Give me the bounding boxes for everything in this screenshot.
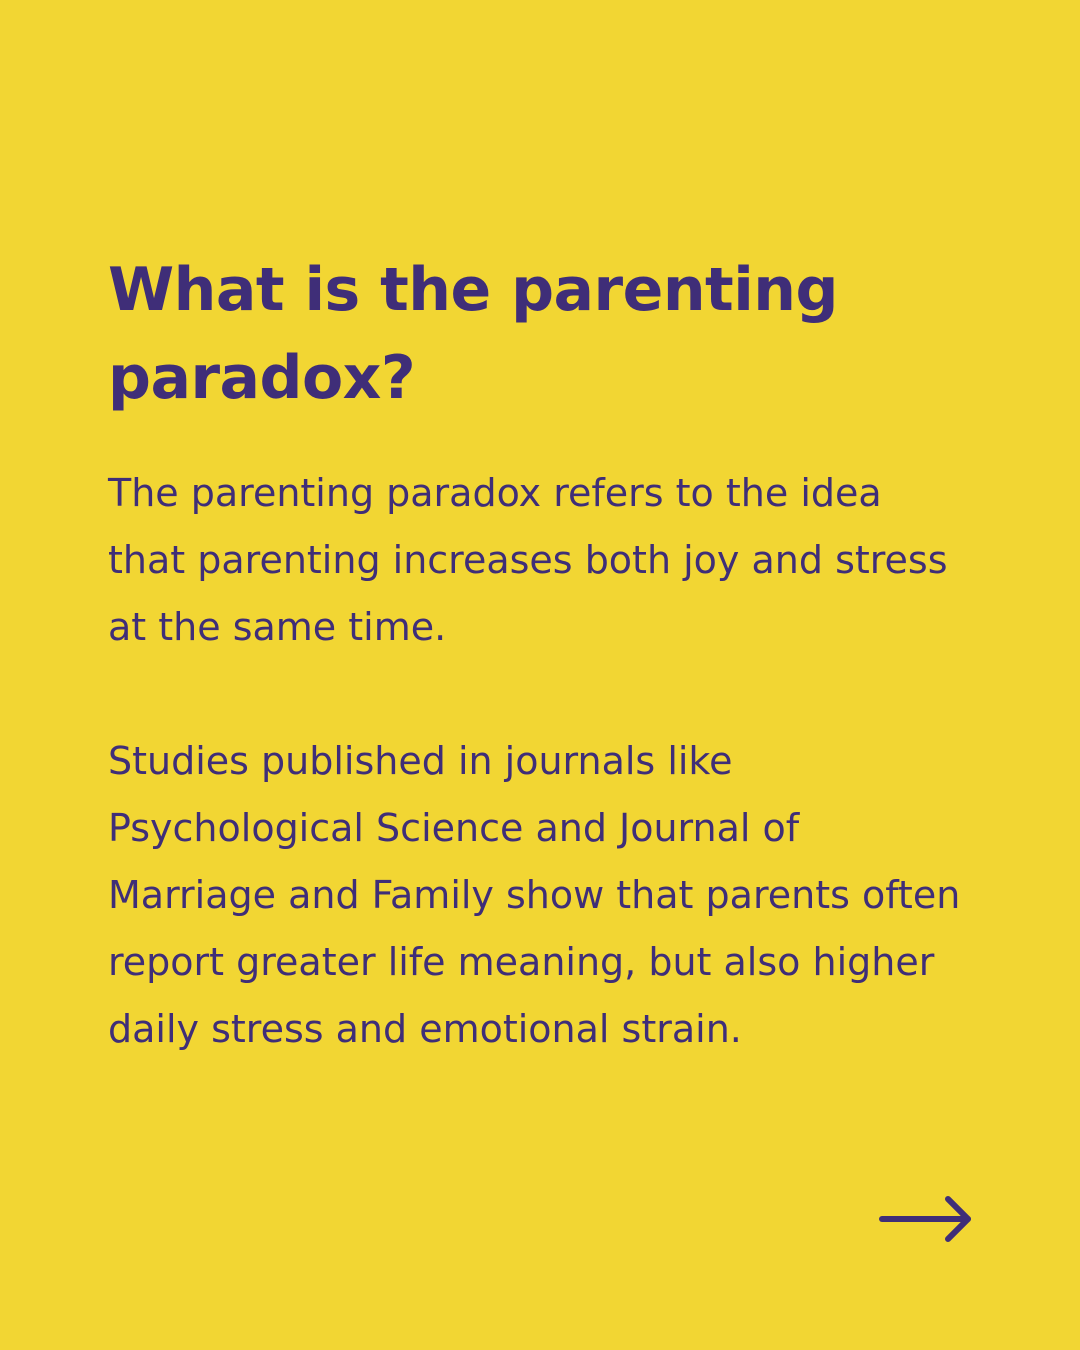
arrow-right-icon <box>878 1192 974 1246</box>
body-paragraph-2: Studies published in journals like Psychological Science and Journal of Marriage and Family show that parents often report greater life meaning, but also higher daily stress and emotional strain. <box>108 739 961 1051</box>
next-slide-button[interactable] <box>878 1192 974 1246</box>
slide-title: What is the parenting paradox? <box>108 255 838 413</box>
body-paragraph-1: The parenting paradox refers to the idea that parenting increases both joy and stress at the same time. <box>108 471 948 649</box>
slide-content <box>108 246 968 1063</box>
